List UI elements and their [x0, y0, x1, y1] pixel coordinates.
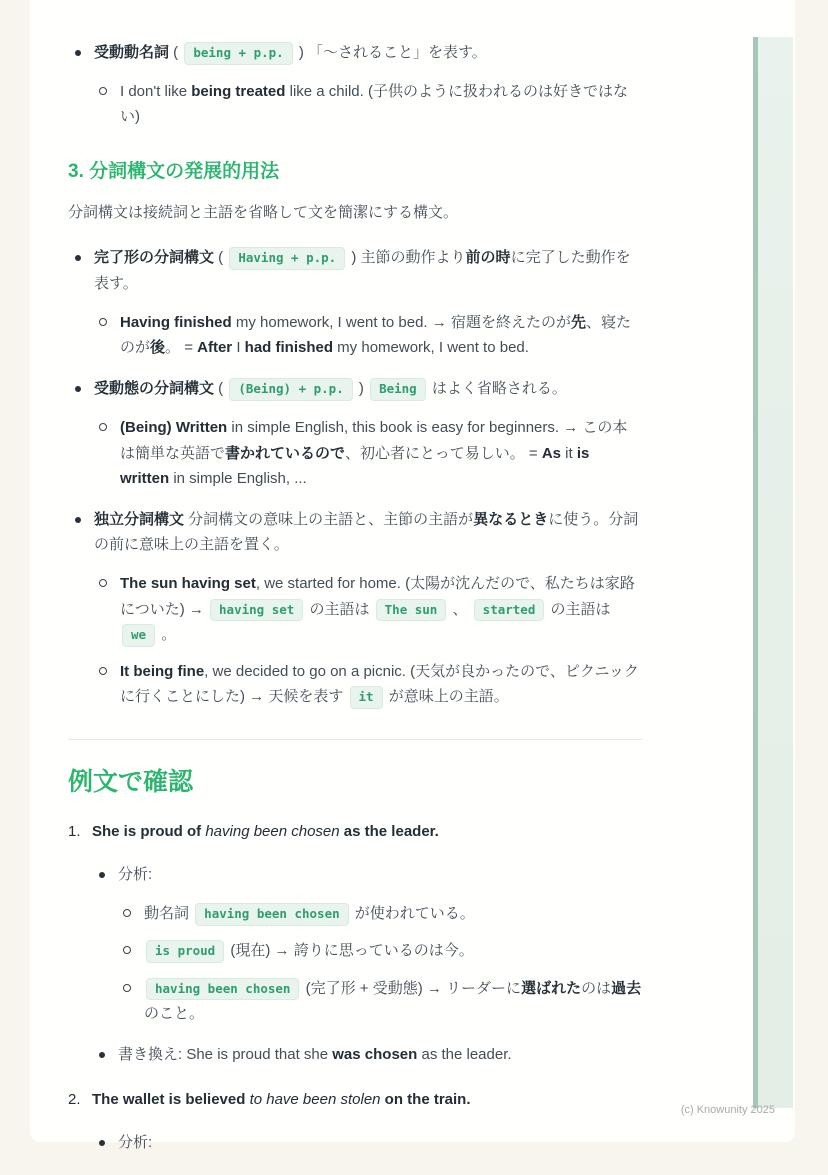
list-item-text: having been chosen (完了形 + 受動態) → リーダーに選ばれたのは過去のこと。: [144, 979, 642, 1022]
examples-heading: 例文で確認: [68, 768, 194, 797]
analysis-point: [118, 901, 642, 926]
example-sentence: She is proud of having been chosen as the leader.: [92, 822, 439, 840]
list-item-text: (Being) Written in simple English, this book is easy for beginners. → この本は簡単な英語で書かれているので、初心者にとって易しい。 = As it is written in simple English, ...: [120, 419, 628, 487]
list-item-example: [94, 79, 642, 129]
list-item-passive-gerund: [68, 40, 642, 130]
list-item-text: The sun having set, we started for home. (太陽が沈んだので、私たちは家路についた) → having set の主語は The sun 、 started の主語は we 。: [120, 571, 642, 647]
sub-list: [94, 310, 642, 360]
document-page: [30, 0, 795, 1152]
example-analysis-list: [92, 862, 642, 1067]
analysis-point: [118, 938, 642, 963]
list-item-example: [94, 659, 642, 709]
passive-gerund-list: [68, 40, 642, 130]
watermark: (c) Knowunity 2025: [680, 1104, 775, 1116]
example-analysis-list: [92, 1130, 642, 1155]
list-item-passive-participle: [68, 376, 642, 491]
list-item-text: is proud (現在) → 誇りに思っているのは今。: [144, 938, 642, 963]
list-item-text: It being fine, we decided to go on a picnic. (天気が良かったので、ピクニックに行くことにした) → 天候を表す it が意味上の主語。: [120, 659, 642, 709]
analysis-label-item: [92, 1130, 642, 1155]
example-number: 1.: [68, 822, 81, 840]
rewrite-item: [92, 1042, 642, 1067]
document-content: [68, 40, 642, 1175]
section-heading-participle: 3. 分詞構文の発展的用法: [68, 160, 280, 182]
list-item-text: 分析:: [118, 1134, 153, 1152]
intro-paragraph: 分詞構文は接続詞と主語を省略して文を簡潔にする構文。: [68, 204, 459, 222]
analysis-label-item: [92, 862, 642, 1026]
section-divider: [68, 739, 642, 740]
sub-list: [94, 571, 642, 709]
sub-list: [94, 415, 642, 491]
analysis-points: [118, 901, 642, 1026]
analysis-point: [118, 976, 642, 1026]
example-item-1: [68, 819, 642, 1067]
list-item-text: 独立分詞構文 分詞構文の意味上の主語と、主節の主語が異なるときに使う。分詞の前に意味上の主語を置く。: [94, 510, 639, 554]
list-item-text: 動名詞 having been chosen が使われている。: [144, 901, 642, 926]
list-item-text: Having finished my homework, I went to bed. → 宿題を終えたのが先、寝たのが後。 = After I had finished my homework, I went to bed.: [120, 313, 631, 356]
list-item-example: [94, 571, 642, 647]
example-item-2: [68, 1087, 642, 1155]
example-sentence: The wallet is believed to have been stolen on the train.: [92, 1091, 471, 1109]
list-item-example: [94, 310, 642, 360]
sub-list: [94, 79, 642, 129]
list-item-text: 受動動名詞 ( being + p.p. ) 「〜されること」を表す。: [94, 40, 642, 65]
list-item-perfect-participle: [68, 245, 642, 360]
list-item-independent-participle: [68, 507, 642, 709]
list-item-example: [94, 415, 642, 491]
list-item-text: 分析:: [118, 865, 153, 883]
page-edge-accent-strip: [753, 37, 793, 1108]
participle-construction-list: [68, 245, 642, 709]
list-item-text: 受動態の分詞構文 ( (Being) + p.p. ) Being はよく省略される。: [94, 376, 642, 401]
example-number: 2.: [68, 1091, 81, 1109]
list-item-text: 完了形の分詞構文 ( Having + p.p. ) 主節の動作より前の時に完了した動作を表す。: [94, 249, 631, 292]
list-item-text: 書き換え: She is proud that she was chosen as the leader.: [118, 1045, 512, 1063]
examples-list: [68, 819, 642, 1156]
list-item-text: I don't like being treated like a child. (子供のように扱われるのは好きではない): [120, 83, 628, 126]
